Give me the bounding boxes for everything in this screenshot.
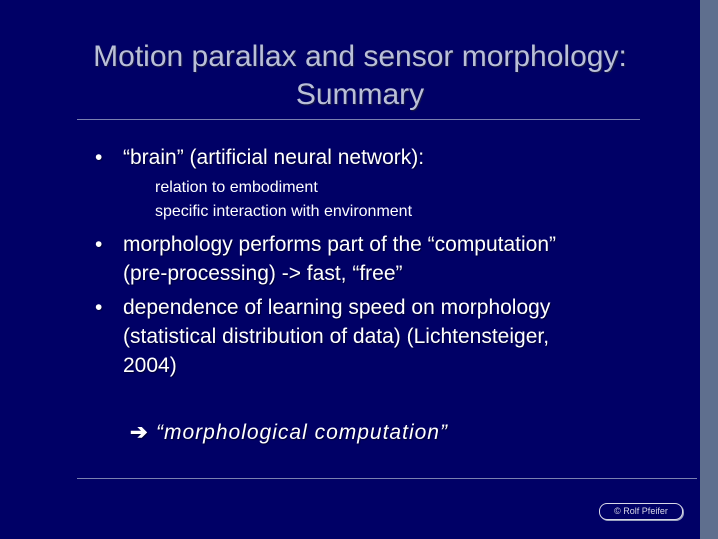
bullet-3-line-1: dependence of learning speed on morphology: [123, 296, 551, 319]
bullet-1-line-1: “brain” (artificial neural network):: [123, 146, 425, 169]
footer-divider: [77, 478, 697, 479]
conclusion-text: “morphological computation”: [156, 421, 448, 444]
slide-title: [60, 38, 660, 114]
bullet-marker: •: [95, 233, 103, 256]
sub-item-2: specific interaction with environment: [155, 203, 413, 220]
bullet-marker: •: [95, 146, 103, 169]
bullet-3-line-2: (statistical distribution of data) (Lichtensteiger,: [123, 325, 550, 348]
sub-item-1: relation to embodiment: [155, 179, 318, 196]
slide-title-line-1: Motion parallax and sensor morphology:: [93, 40, 627, 73]
bullet-2-line-2: (pre-processing) -> fast, “free”: [123, 262, 403, 285]
bullet-2-line-1: morphology performs part of the “computation”: [123, 233, 557, 256]
bullet-marker: •: [95, 296, 103, 319]
conclusion-line: [130, 419, 448, 447]
bullet-3-line-3: 2004): [123, 354, 177, 377]
right-frame-stripe: [700, 0, 718, 539]
copyright-badge: © Rolf Pfeifer: [599, 503, 683, 520]
title-divider: [77, 119, 640, 120]
slide-title-line-2: Summary: [295, 78, 425, 111]
right-arrow-icon: ➔: [130, 421, 148, 444]
